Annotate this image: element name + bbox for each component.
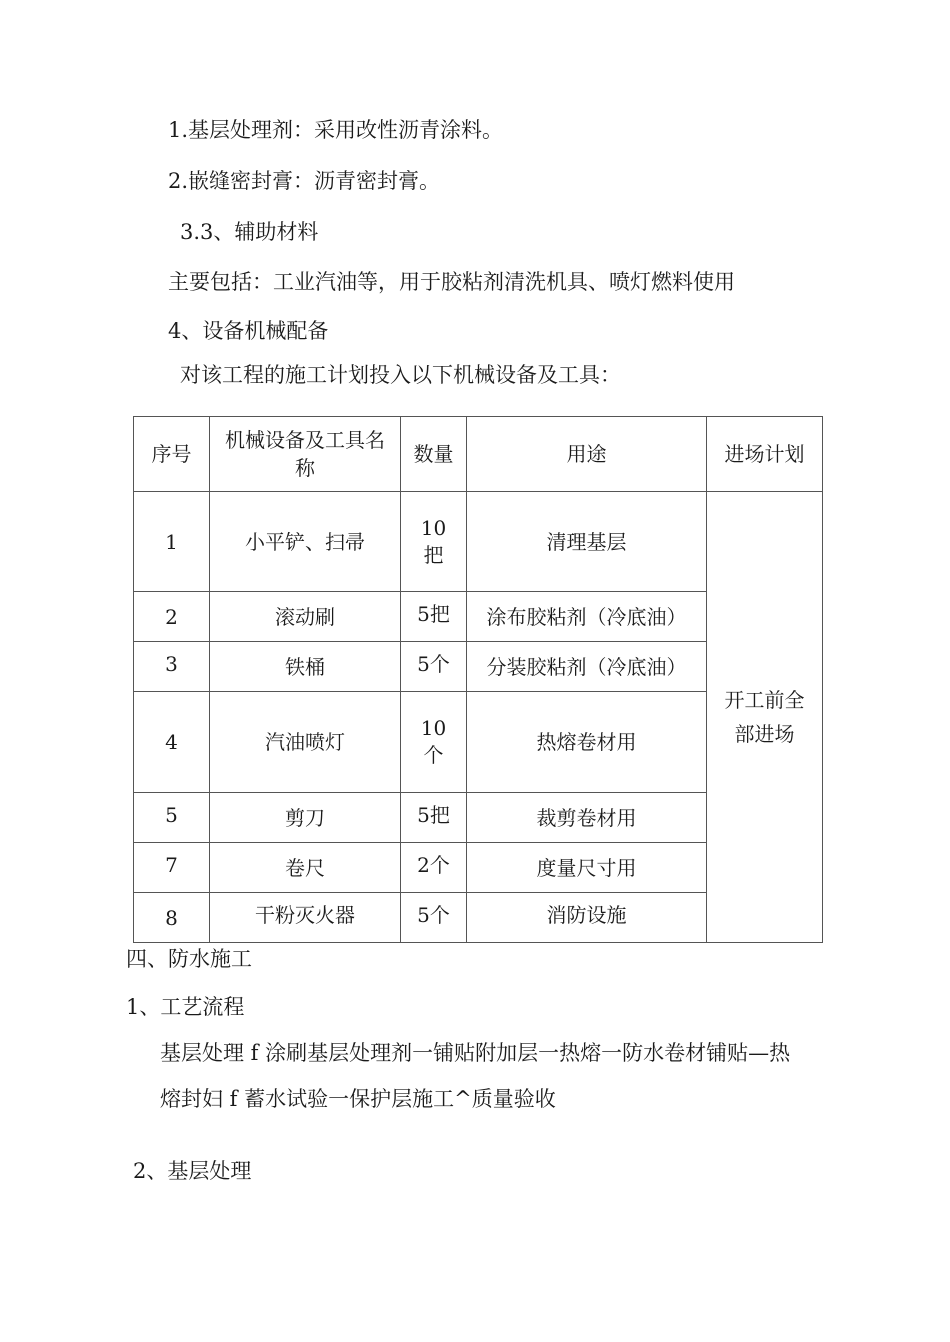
cell-name: 铁桶	[210, 642, 401, 692]
plan-value: 开工前全部进场	[724, 688, 805, 746]
cell-name: 剪刀	[210, 793, 401, 843]
cell-qty: 5把	[401, 793, 467, 843]
cell-qty: 10把	[420, 515, 447, 567]
cell-name: 汽油喷灯	[210, 692, 401, 793]
table-row	[134, 492, 823, 592]
cell-plan	[707, 492, 823, 943]
cell-no: 5	[134, 793, 210, 843]
cell-no: 7	[134, 843, 210, 893]
subheading-base-treatment: 2、基层处理	[133, 1159, 252, 1183]
equipment-table	[133, 416, 823, 943]
cell-qty: 5个	[401, 893, 467, 943]
header-name: 机械设备及工具名称	[210, 417, 401, 492]
cell-no: 8	[134, 893, 210, 943]
cell-qty: 5把	[401, 592, 467, 642]
cell-use: 分装胶粘剂（冷底油）	[467, 642, 707, 692]
cell-use: 热熔卷材用	[467, 692, 707, 793]
cell-name: 干粉灭火器	[210, 893, 401, 943]
cell-use: 裁剪卷材用	[467, 793, 707, 843]
cell-use: 度量尺寸用	[467, 843, 707, 893]
header-use: 用途	[467, 417, 707, 492]
section-heading-waterproofing: 四、防水施工	[126, 947, 252, 971]
cell-name: 卷尺	[210, 843, 401, 893]
cell-use: 消防设施	[467, 893, 707, 943]
paragraph-sealant: 2.嵌缝密封膏：沥青密封膏。	[168, 169, 441, 193]
process-flow-line-1: 基层处理 f 涂刷基层处理剂一铺贴附加层一热熔一防水卷材铺贴—热	[160, 1041, 791, 1065]
cell-name: 小平铲、扫帚	[210, 492, 401, 592]
cell-qty: 2个	[401, 843, 467, 893]
cell-no: 3	[134, 642, 210, 692]
cell-qty: 5个	[401, 642, 467, 692]
paragraph-auxiliary-materials: 主要包括：工业汽油等，用于胶粘剂清洗机具、喷灯燃料使用	[168, 270, 735, 294]
header-qty: 数量	[401, 417, 467, 492]
cell-qty: 10个	[420, 716, 447, 767]
cell-use: 清理基层	[467, 492, 707, 592]
subheading-process-flow: 1、工艺流程	[126, 995, 245, 1019]
header-plan: 进场计划	[707, 417, 823, 492]
cell-no: 2	[134, 592, 210, 642]
cell-no: 4	[134, 692, 210, 793]
paragraph-base-treatment-agent: 1.基层处理剂：采用改性沥青涂料。	[168, 118, 504, 142]
paragraph-equipment-intro: 对该工程的施工计划投入以下机械设备及工具：	[180, 363, 621, 387]
section-heading-equipment: 4、设备机械配备	[168, 319, 329, 343]
cell-use: 涂布胶粘剂（冷底油）	[467, 592, 707, 642]
header-no: 序号	[134, 417, 210, 492]
section-heading-auxiliary-materials: 3.3、辅助材料	[180, 220, 319, 244]
table-header-row	[134, 417, 823, 492]
process-flow-line-2: 熔封妇 f 蓄水试验一保护层施工^质量验收	[160, 1087, 556, 1111]
cell-no: 1	[134, 492, 210, 592]
cell-name: 滚动刷	[210, 592, 401, 642]
